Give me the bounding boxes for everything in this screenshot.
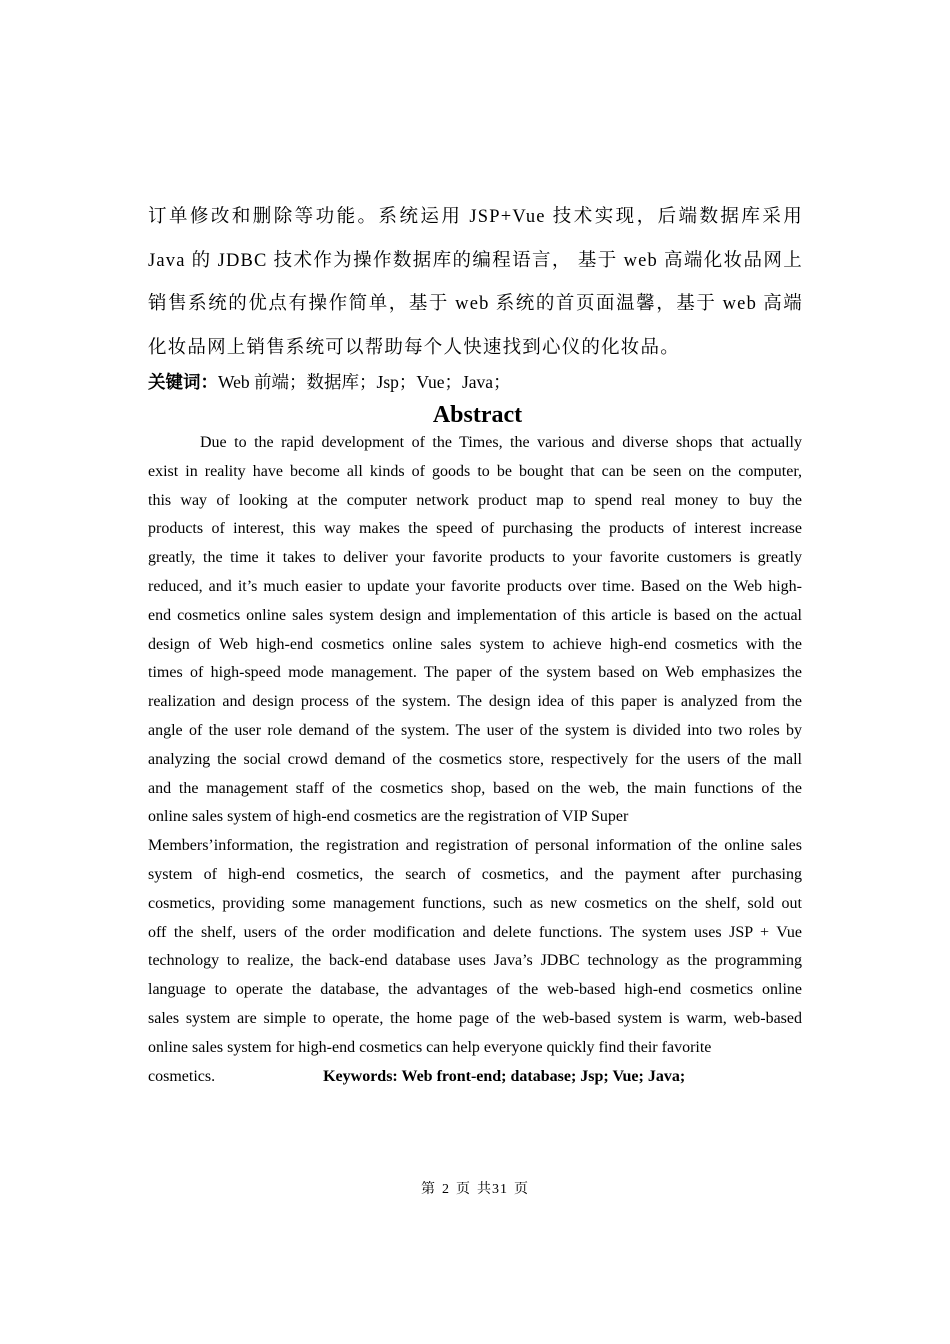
english-abstract-last-line [148, 1063, 802, 1092]
english-abstract-line: cosmetics, providing some management functions, such as new cosmetics on the shelf, sold out [148, 894, 802, 912]
english-abstract-line: off the shelf, users of the order modification and delete functions. The system uses JSP + Vue [148, 923, 802, 941]
english-abstract-line: and the management staff of the cosmetics shop, based on the web, the main functions of the [148, 779, 802, 797]
english-abstract-line: this way of looking at the computer network product map to spend real money to buy the [148, 491, 802, 509]
footer-total-suffix: 页 [514, 1182, 529, 1197]
abstract-heading: Abstract [432, 402, 523, 428]
page-footer [0, 1180, 950, 1200]
english-abstract-line: Members’information, the registration and registration of personal information of the online sales [148, 837, 802, 855]
english-abstract-line: angle of the user role demand of the system. The user of the system is divided into two roles by [148, 721, 802, 739]
chinese-keywords [148, 368, 803, 396]
chinese-keywords-label: 关键词： [148, 372, 218, 392]
footer-total-prefix: 共31 [477, 1182, 508, 1197]
english-abstract-line: system of high-end cosmetics, the search of cosmetics, and the payment after purchasing [148, 865, 802, 883]
chinese-keywords-value: Web 前端；数据库；Jsp；Vue；Java； [218, 372, 511, 392]
chinese-abstract-paragraph [148, 196, 803, 370]
english-abstract-paragraph [148, 429, 802, 1091]
english-abstract-last-words: cosmetics. [148, 1067, 216, 1085]
footer-page-mid: 页 [456, 1182, 471, 1197]
english-abstract-line: Due to the rapid development of the Times, the various and diverse shops that actually [200, 434, 802, 451]
english-abstract-line: products of interest, this way makes the speed of purchasing the products of interest increase [148, 520, 802, 538]
english-abstract-line: exist in reality have become all kinds of goods to be bought that can be seen on the computer, [148, 462, 802, 480]
chinese-abstract-line: 销售系统的优点有操作简单，基于 web 系统的首页面温馨，基于 web 高端 [148, 294, 803, 314]
english-abstract-line: sales system are simple to operate, the home page of the web-based system is warm, web-based [148, 1009, 802, 1027]
english-abstract-line: analyzing the social crowd demand of the cosmetics store, respectively for the users of the mall [148, 750, 802, 768]
english-abstract-line: technology to realize, the back-end database uses Java’s JDBC technology as the programming [148, 952, 802, 970]
english-keywords: Keywords: Web front-end; database; Jsp; Vue; Java; [323, 1067, 686, 1085]
english-abstract-line: end cosmetics online sales system design and implementation of this article is based on the actual [148, 606, 802, 624]
english-abstract-line: online sales system for high-end cosmetics can help everyone quickly find their favorite [148, 1038, 712, 1056]
chinese-abstract-line: 化妆品网上销售系统可以帮助每个人快速找到心仪的化妆品。 [148, 337, 680, 358]
english-abstract-line: design of Web high-end cosmetics online sales system to achieve high-end cosmetics with the [148, 635, 802, 653]
english-abstract-line: greatly, the time it takes to deliver your favorite products to your favorite customers is greatly [148, 549, 802, 567]
english-abstract-line: reduced, and it’s much easier to update your favorite products over time. Based on the Web high- [148, 577, 802, 595]
english-abstract-line: realization and design process of the system. The design idea of this paper is analyzed from the [148, 693, 802, 711]
english-abstract-line: language to operate the database, the advantages of the web-based high-end cosmetics online [148, 981, 802, 999]
footer-page-number: 2 [442, 1182, 450, 1197]
chinese-abstract-line: Java 的 JDBC 技术作为操作数据库的编程语言， 基于 web 高端化妆品网上 [148, 250, 803, 271]
footer-page-prefix: 第 [421, 1182, 436, 1197]
english-abstract-line: times of high-speed mode management. The paper of the system based on Web emphasizes the [148, 664, 802, 682]
chinese-abstract-line: 订单修改和删除等功能。系统运用 JSP+Vue 技术实现，后端数据库采用 [148, 207, 803, 227]
english-abstract-line: online sales system of high-end cosmetics are the registration of VIP Super [148, 808, 629, 826]
